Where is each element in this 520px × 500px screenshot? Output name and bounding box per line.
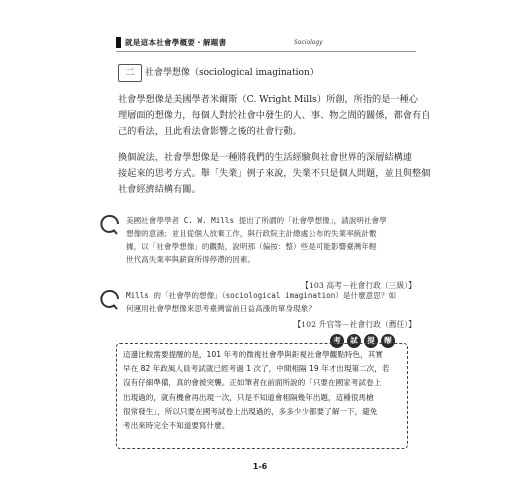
exam-question (100, 214, 416, 294)
header-subtitle: Sociology (294, 39, 323, 46)
paragraph-line: 理層面的想像力，每個人對於社會中發生的人、事、物之間的關係，都會有自 (118, 110, 431, 121)
reminder-line: 沒有仔細準備，真的會被突襲。正如筆者在前面所說的「只要在國家考試卷上 (123, 378, 382, 388)
question-line: 據，以「社會學想像」的觀點，說明那（偏按：整）些是可能影響臺灣年輕 (126, 242, 377, 251)
question-line: Mills 的「社會學的想像」（sociological imagination）是什麼意思？如 (126, 291, 397, 300)
body-paragraph (118, 150, 431, 198)
header-title: 就是這本社會學概要・解題書 (125, 38, 227, 47)
question-line: 何運用社會學想像來思考臺灣當前日益高漲的單身現象？ (126, 304, 316, 313)
badge-seal: 考 (330, 334, 344, 348)
section-number: 二 (118, 64, 142, 82)
exam-reminder-box (116, 343, 408, 449)
question-mark-icon (100, 289, 120, 311)
reminder-text (123, 348, 405, 433)
question-line: 美國社會學學者 C. W. Mills 提出了所謂的「社會學想像」，請說明社會學 (126, 216, 387, 225)
reminder-line: 很常發生」，所以只要在國考試卷上出現過的，多多少少都要了解一下，避免 (123, 406, 378, 416)
paragraph-line: 換個說法，社會學想像是一種將我們的生活經驗與社會世界的深層結構連 (118, 152, 412, 163)
question-text (126, 289, 416, 315)
badge-seal: 提 (364, 334, 378, 348)
reminder-line: 考出來時完全不知道要寫什麼。 (123, 421, 230, 431)
paragraph-line: 社會經濟結構有關。 (118, 184, 201, 195)
question-mark-icon (100, 214, 120, 236)
paragraph-line: 社會學想像是美國學者米爾斯（C. Wright Mills）所創，所指的是一種心 (118, 94, 418, 105)
paragraph-line: 接起來的思考方式。舉「失業」例子來說，失業不只是個人問題，並且與整個 (118, 168, 431, 179)
question-line: 想像的意涵；並且從個人放棄工作，與行政院主計總處公布的失業率統計數 (126, 229, 377, 238)
reminder-line: 出現過的，就有機會再出現一次，只是不知道會相隔幾年出題，這種很馬槍 (123, 392, 374, 402)
question-line: 世代高失業率與薪資所得停滯的因素。 (126, 255, 256, 264)
reminder-line: 早在 82 年政風人員考試就已經考過 1 次了，中間相隔 19 年才出現第二次，若 (123, 364, 390, 374)
badge-seal: 試 (347, 334, 361, 348)
paragraph-line: 己的看法，且此看法會影響之後的社會行動。 (118, 126, 302, 137)
exam-reminder-badge (330, 328, 416, 344)
running-header (116, 36, 416, 50)
body-paragraph (118, 92, 431, 140)
question-source: 【103 高考－社會行政（三級）】 (301, 281, 416, 290)
reminder-line: 這邊比較需要提醒的是，101 年考的微視社會學與鉅視社會學觀點特色，其實 (123, 350, 383, 359)
section-title: 社會學想像（sociological imagination） (145, 68, 319, 78)
badge-seal: 醒 (381, 334, 395, 348)
header-rule (116, 51, 416, 52)
header-marker (116, 37, 121, 48)
page-number: 1-6 (252, 462, 268, 471)
question-text (126, 214, 416, 266)
question-source: 【102 升官等－社會行政（薦任）】 (293, 320, 416, 329)
